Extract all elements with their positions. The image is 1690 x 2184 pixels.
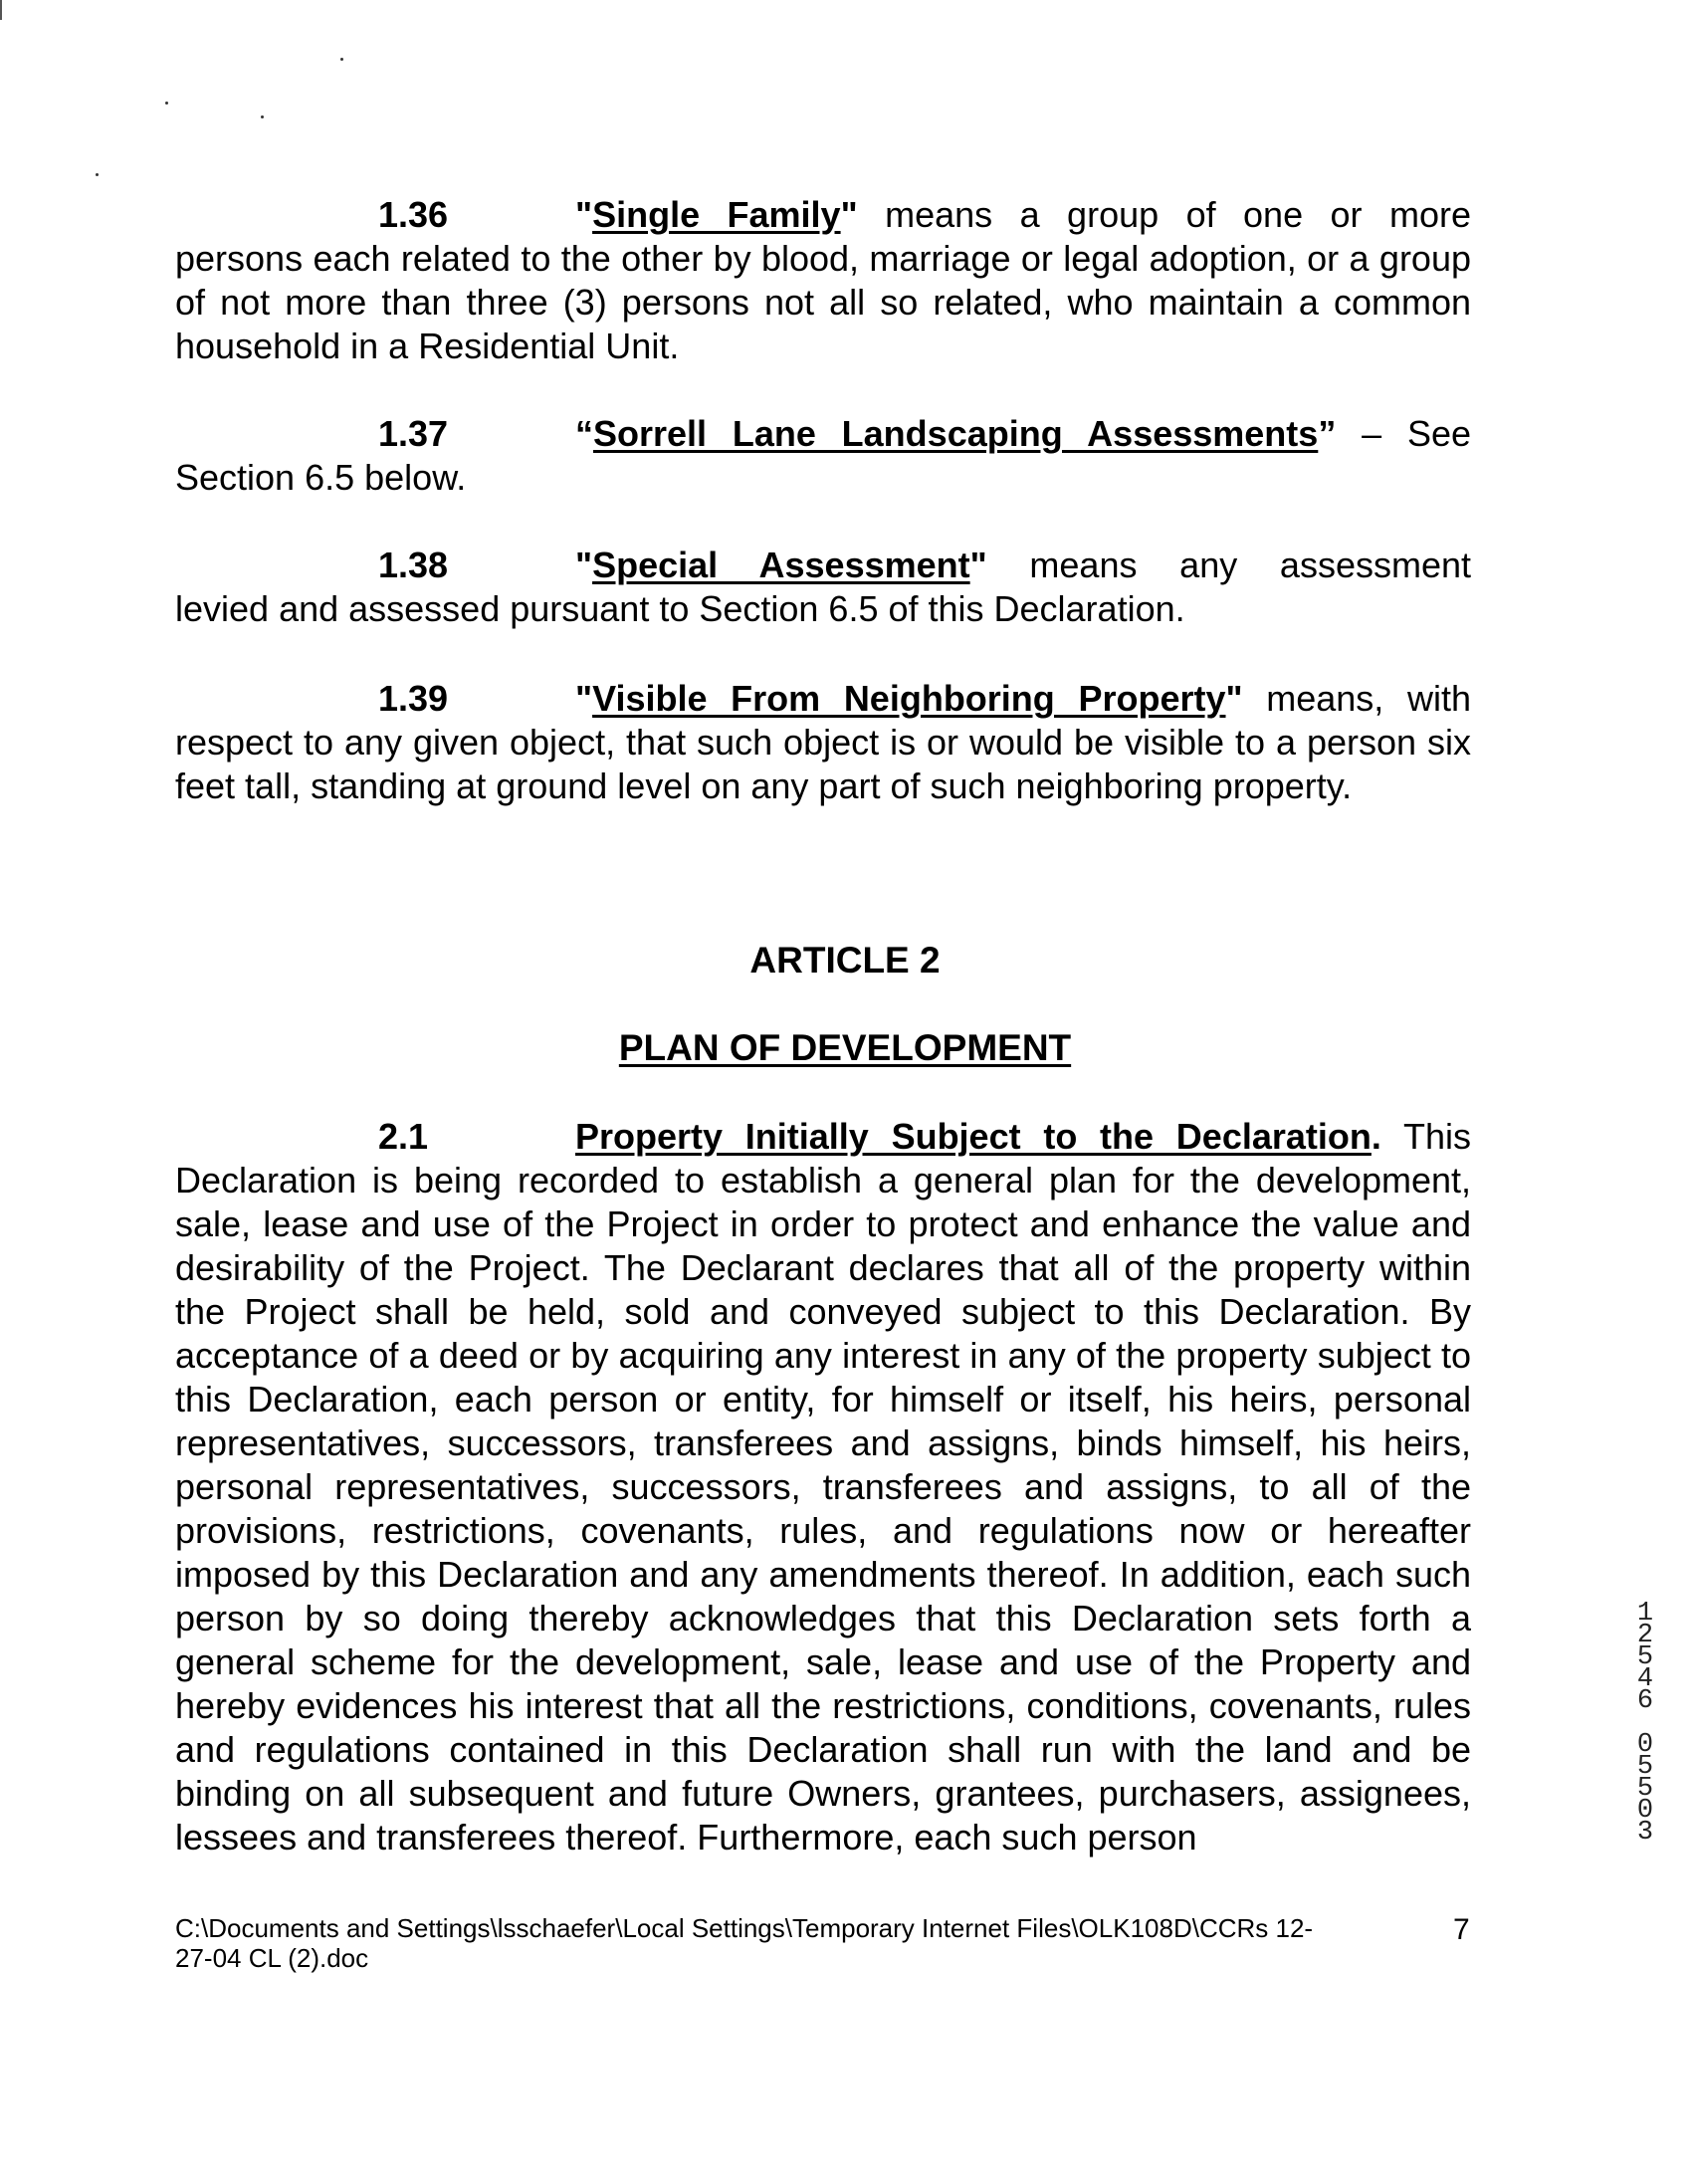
page-number: 7 [1453, 1913, 1470, 1946]
article-title: PLAN OF DEVELOPMENT [618, 1027, 1072, 1068]
scan-speck [340, 58, 343, 61]
section-number: 1.37 [378, 413, 449, 454]
section-number: 1.38 [378, 545, 449, 585]
section-heading: Property Initially Subject to the Declaration [575, 1116, 1372, 1157]
recording-stamp-digit: 6 [1636, 1686, 1654, 1716]
recording-stamp-digit: 0 [1636, 1796, 1654, 1826]
section-1-37: 1.37 “Sorrell Lane Landscaping Assessments” – See Section 6.5 below. [175, 413, 1471, 498]
defined-term: Special Assessment [592, 545, 970, 585]
section-1-39: 1.39 "Visible From Neighboring Property" means, with respect to any given object, that such object is or would be visible to a person six feet tall, standing at ground level on any part of such neighboring property. [175, 678, 1471, 806]
section-body: Section 6.5 below. [175, 457, 467, 498]
recording-stamp-number [1630, 1599, 1660, 1848]
scan-speck [165, 102, 168, 105]
section-body: persons each related to the other by blood, marriage or legal adoption, or a group of not more than three (3) persons not all so related, who maintain a common household in a Residential Unit. [175, 238, 1471, 366]
section-body: respect to any given object, that such object is or would be visible to a person six feet tall, standing at ground level on any part of such neighboring property. [175, 722, 1471, 806]
recording-stamp-digit: 5 [1636, 1642, 1654, 1672]
scan-edge-mark [0, 0, 2, 20]
section-2-1: 2.1 Property Initially Subject to the Declaration. This Declaration is being recorded to establish a general plan for the development, sale, lease and use of the Project in order to protect and enhance the value and desirability of the Project. The Declarant declares that all of the property within the Project shall be held, sold and conveyed subject to this Declaration. By acceptance of a deed or by acquiring any interest in any of the property subject to this Declaration, each person or entity, for himself or itself, his heirs, personal representatives, successors, transferees and assigns, binds himself, his heirs, personal representatives, successors, transferees and assigns, to all of the provisions, restrictions, covenants, rules, and regulations now or hereafter imposed by this Declaration and any amendments thereof. In addition, each such person by so doing thereby acknowledges that this Declaration sets forth a general scheme for the development, sale, lease and use of the Property and hereby evidences his interest that all the restrictions, conditions, covenants, rules and regulations contained in this Declaration shall run with the land and be binding on all subsequent and future Owners, grantees, purchasers, assignees, lessees and transferees thereof. Furthermore, each such person [175, 1116, 1471, 1857]
recording-stamp-digit: 4 [1636, 1664, 1654, 1694]
recording-stamp-digit: 3 [1636, 1818, 1654, 1848]
article-label: ARTICLE 2 [749, 940, 941, 981]
section-1-36: 1.36 "Single Family" means a group of one or more persons each related to the other by blood, marriage or legal adoption, or a group of not more than three (3) persons not all so related, who maintain a common household in a Residential Unit. [175, 194, 1471, 366]
recording-stamp-digit: 5 [1636, 1774, 1654, 1804]
section-number: 1.36 [378, 194, 449, 235]
file-path-footer: C:\Documents and Settings\lsschaefer\Local Settings\Temporary Internet Files\OLK108D\CCRs 12- 27-04 CL (2).doc [175, 1913, 1314, 1973]
section-1-38: 1.38 "Special Assessment" means any assessment levied and assessed pursuant to Section 6.5 of this Declaration. [175, 545, 1471, 629]
recording-stamp-digit: 1 [1636, 1599, 1654, 1629]
defined-term: Sorrell Lane Landscaping Assessments [593, 413, 1319, 454]
section-number: 1.39 [378, 678, 449, 719]
defined-term: Single Family [592, 194, 841, 235]
recording-stamp-digit: 5 [1636, 1752, 1654, 1782]
section-number: 2.1 [378, 1116, 429, 1157]
recording-stamp-digit: 0 [1636, 1730, 1654, 1760]
section-body: Declaration is being recorded to establish a general plan for the development, sale, lease and use of the Project in order to protect and enhance the value and desirability of the Project. The Declarant declares that all of the property within the Project shall be held, sold and conveyed subject to this Declaration. By acceptance of a deed or by acquiring any interest in any of the property subject to this Declaration, each person or entity, for himself or itself, his heirs, personal representatives, successors, transferees and assigns, binds himself, his heirs, personal representatives, successors, transferees and assigns, to all of the provisions, restrictions, covenants, rules, and regulations now or hereafter imposed by this Declaration and any amendments thereof. In addition, each such person by so doing thereby acknowledges that this Declaration sets forth a general scheme for the development, sale, lease and use of the Property and hereby evidences his interest that all the restrictions, conditions, covenants, rules and regulations contained in this Declaration shall run with the land and be binding on all subsequent and future Owners, grantees, purchasers, assignees, lessees and transferees thereof. Furthermore, each such person [175, 1160, 1471, 1857]
scan-speck [96, 173, 99, 176]
section-body: levied and assessed pursuant to Section 6.5 of this Declaration. [175, 588, 1185, 629]
defined-term: Visible From Neighboring Property [592, 678, 1226, 719]
recording-stamp-digit: 2 [1636, 1621, 1654, 1650]
scan-speck [261, 115, 264, 118]
